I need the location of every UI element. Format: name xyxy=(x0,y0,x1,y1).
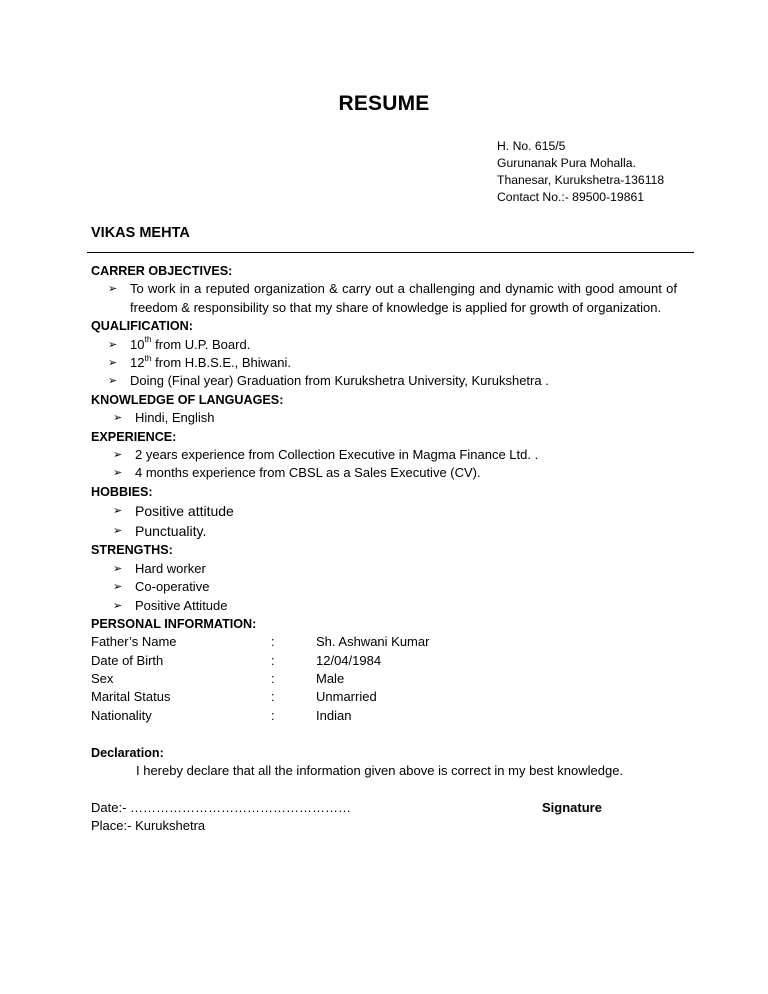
section-spacer xyxy=(91,780,681,798)
qualification-12th-text: from H.B.S.E., Bhiwani. xyxy=(151,355,291,371)
arrow-bullet-icon: ➢ xyxy=(113,562,123,575)
qualification-12th-suffix: th xyxy=(144,352,152,363)
arrow-bullet-icon: ➢ xyxy=(113,599,123,612)
objective-item xyxy=(91,280,677,317)
arrow-bullet-icon: ➢ xyxy=(108,375,118,388)
personal-info-row-father xyxy=(91,633,681,651)
objectives-heading: CARRER OBJECTIVES: xyxy=(91,264,233,278)
qualification-10th-suffix: th xyxy=(144,334,152,345)
qualification-item-10th xyxy=(91,336,681,354)
personal-info-row-marital xyxy=(91,688,681,706)
personal-info-heading: PERSONAL INFORMATION: xyxy=(91,616,257,631)
strength-positive-attitude-text: Positive Attitude xyxy=(135,597,228,613)
info-value: Sh. Ashwani Kumar xyxy=(316,634,430,650)
strength-hard-worker-text: Hard worker xyxy=(135,560,206,576)
experience-item-cbsl xyxy=(91,464,681,482)
arrow-bullet-icon: ➢ xyxy=(113,581,123,594)
hobby-item-punctuality xyxy=(91,521,681,541)
personal-info-row-nationality xyxy=(91,707,681,725)
address-line-mohalla: Gurunanak Pura Mohalla. xyxy=(497,156,636,170)
hobby-item-attitude xyxy=(91,501,681,521)
arrow-bullet-icon: ➢ xyxy=(113,467,123,480)
info-colon: : xyxy=(271,707,275,723)
hobby-attitude-text: Positive attitude xyxy=(135,503,234,520)
info-value: 12/04/1984 xyxy=(316,652,382,668)
strength-item-cooperative xyxy=(91,578,681,596)
signature-label: Signature xyxy=(542,799,602,815)
personal-info-row-sex xyxy=(91,670,681,688)
info-label: Marital Status xyxy=(91,689,171,705)
date-signature-row xyxy=(91,799,681,817)
arrow-bullet-icon: ➢ xyxy=(108,357,118,370)
personal-info-row-dob xyxy=(91,652,681,670)
contact-number: Contact No.:- 89500-19861 xyxy=(497,190,645,204)
arrow-bullet-icon: ➢ xyxy=(108,283,118,296)
qualification-12th-number: 12 xyxy=(130,355,145,371)
languages-heading: KNOWLEDGE OF LANGUAGES: xyxy=(91,392,284,407)
arrow-bullet-icon: ➢ xyxy=(113,525,123,538)
info-label: Date of Birth xyxy=(91,652,164,668)
address-block xyxy=(497,138,664,206)
info-colon: : xyxy=(271,689,275,705)
strength-item-positive-attitude xyxy=(91,597,681,615)
resume-content xyxy=(91,262,681,836)
info-colon: : xyxy=(271,634,275,650)
strength-cooperative-text: Co-operative xyxy=(135,579,210,595)
arrow-bullet-icon: ➢ xyxy=(113,505,123,518)
arrow-bullet-icon: ➢ xyxy=(108,338,118,351)
strengths-heading: STRENGTHS: xyxy=(91,543,173,558)
objective-text: To work in a reputed organization & carry out a challenging and dynamic with good amount of freedom & responsibility so that my share of knowledge is applied for growth of organization. xyxy=(130,281,677,315)
qualification-graduation-text: Doing (Final year) Graduation from Kurukshetra University, Kurukshetra . xyxy=(130,373,549,389)
info-label: Nationality xyxy=(91,707,152,723)
place-field: Place:- Kurukshetra xyxy=(91,818,206,834)
arrow-bullet-icon: ➢ xyxy=(113,412,123,425)
hobby-punctuality-text: Punctuality. xyxy=(135,523,207,540)
document-title: RESUME xyxy=(338,92,430,115)
declaration-heading: Declaration: xyxy=(91,745,164,760)
date-field: Date:- …………………………………………… xyxy=(91,799,352,815)
header-divider xyxy=(87,252,694,253)
info-label: Sex xyxy=(91,671,114,687)
experience-cbsl-text: 4 months experience from CBSL as a Sales Executive (CV). xyxy=(135,465,481,481)
language-item xyxy=(91,409,681,427)
qualification-item-12th xyxy=(91,354,681,372)
address-line-city: Thanesar, Kurukshetra-136118 xyxy=(497,173,665,187)
info-value: Indian xyxy=(316,707,352,723)
qualification-10th-number: 10 xyxy=(130,336,145,352)
info-value: Male xyxy=(316,671,345,687)
section-spacer xyxy=(91,725,681,743)
hobbies-heading: HOBBIES: xyxy=(91,484,153,499)
candidate-name: VIKAS MEHTA xyxy=(91,225,190,241)
language-text: Hindi, English xyxy=(135,410,215,426)
arrow-bullet-icon: ➢ xyxy=(113,449,123,462)
experience-magma-text: 2 years experience from Collection Executive in Magma Finance Ltd. . xyxy=(135,447,539,463)
strength-item-hard-worker xyxy=(91,560,681,578)
qualification-10th-text: from U.P. Board. xyxy=(151,336,251,352)
info-colon: : xyxy=(271,671,275,687)
address-line-house: H. No. 615/5 xyxy=(497,139,566,153)
info-colon: : xyxy=(271,652,275,668)
qualification-item-graduation xyxy=(91,372,681,390)
declaration-text: I hereby declare that all the information given above is correct in my best knowledge. xyxy=(136,763,624,779)
experience-heading: EXPERIENCE: xyxy=(91,429,177,444)
info-value: Unmarried xyxy=(316,689,377,705)
info-label: Father’s Name xyxy=(91,634,177,650)
experience-item-magma xyxy=(91,446,681,464)
qualification-heading: QUALIFICATION: xyxy=(91,319,193,334)
